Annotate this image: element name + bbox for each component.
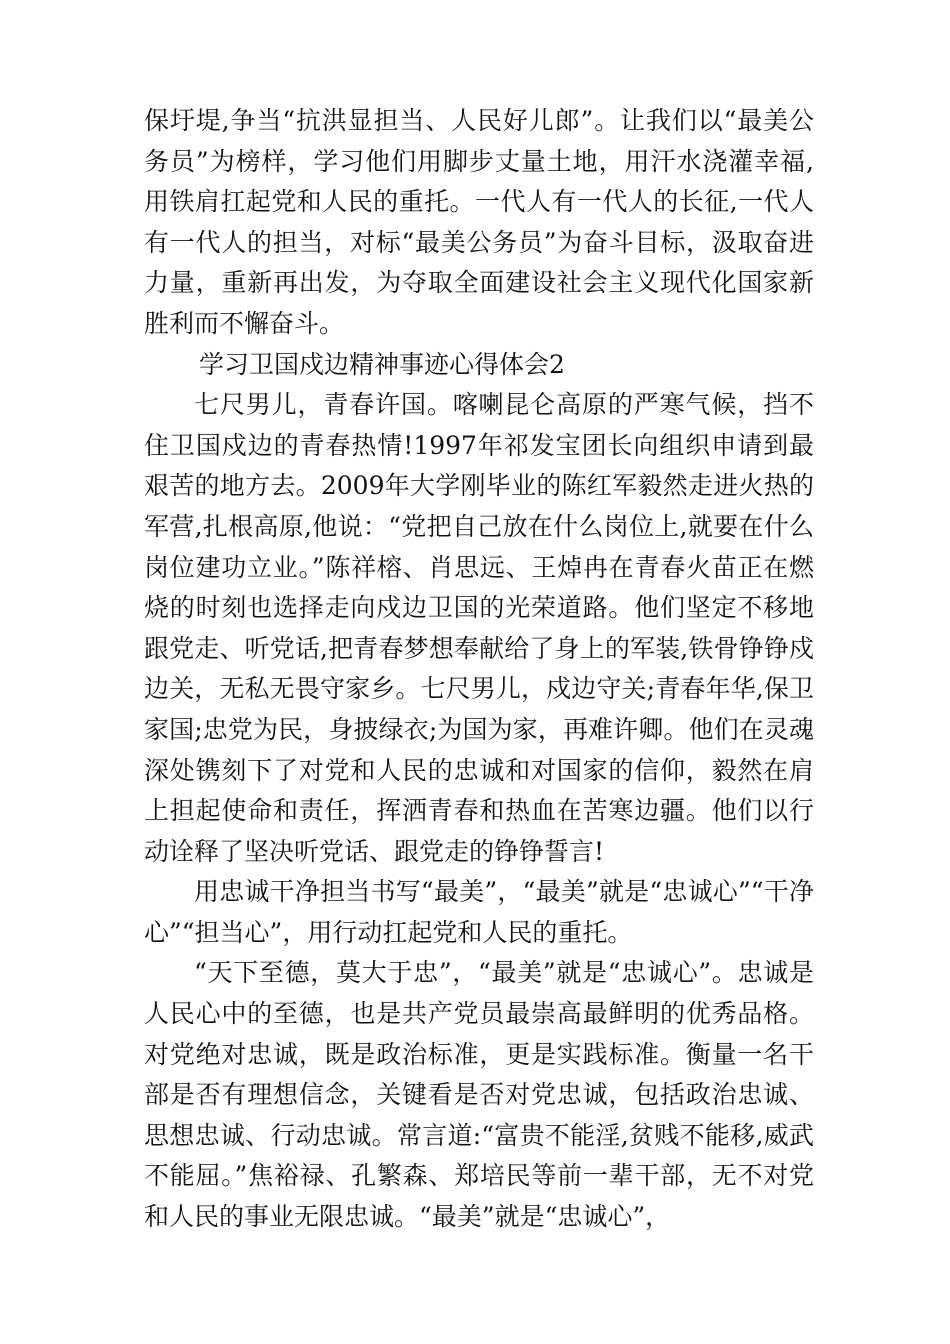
paragraph-body: 用忠诚干净担当书写“最美”，“最美”就是“忠诚心”“干净心”“担当心”，用行动扛起党和人民的重托。 (144, 877, 814, 947)
document-body (144, 101, 814, 1238)
paragraph-body: “天下至德，莫大于忠”，“最美”就是“忠诚心”。忠诚是人民心中的至德，也是共产党员最崇高最鲜明的优秀品格。对党绝对忠诚，既是政治标准，更是实践标准。衡量一名干部是否有理想信念，关键看是否对党忠诚，包括政治忠诚、思想忠诚、行动忠诚。常言道:“富贵不能淫,贫贱不能移,威武不能屈。”焦裕禄、孔繁森、郑培民等前一辈干部，无不对党和人民的事业无限忠诚。“最美”就是“忠诚心”， (144, 958, 814, 1232)
paragraph-continued: 保圩堤,争当“抗洪显担当、人民好儿郎”。让我们以“最美公务员”为榜样，学习他们用脚步丈量土地，用汗水浇灌幸福,用铁肩扛起党和人民的重托。一代人有一代人的长征,一代人有一代人的担当，对标“最美公务员”为奋斗目标，汲取奋进力量，重新再出发，为夺取全面建设社会主义现代化国家新胜利而不懈奋斗。 (144, 106, 814, 338)
section-title: 学习卫国戍边精神事迹心得体会2 (199, 349, 565, 379)
paragraph-body: 七尺男儿，青春许国。喀喇昆仑高原的严寒气候，挡不住卫国戍边的青春热情!1997年祁发宝团长向组织申请到最艰苦的地方去。2009年大学刚毕业的陈红军毅然走进火热的军营,扎根高原,他说：“党把自己放在什么岗位上,就要在什么岗位建功立业。”陈祥榕、肖思远、王焯冉在青春火苗正在燃烧的时刻也选择走向戍边卫国的光荣道路。他们坚定不移地跟党走、听党话,把青春梦想奉献给了身上的军装,铁骨铮铮戍边关，无私无畏守家乡。七尺男儿，戍边守关;青春年华,保卫家国;忠党为民，身披绿衣;为国为家，再难许卿。他们在灵魂深处镌刻下了对党和人民的忠诚和对国家的信仰，毅然在肩上担起使命和责任，挥洒青春和热血在苦寒边疆。他们以行动诠释了坚决听党话、跟党走的铮铮誓言! (144, 390, 814, 866)
